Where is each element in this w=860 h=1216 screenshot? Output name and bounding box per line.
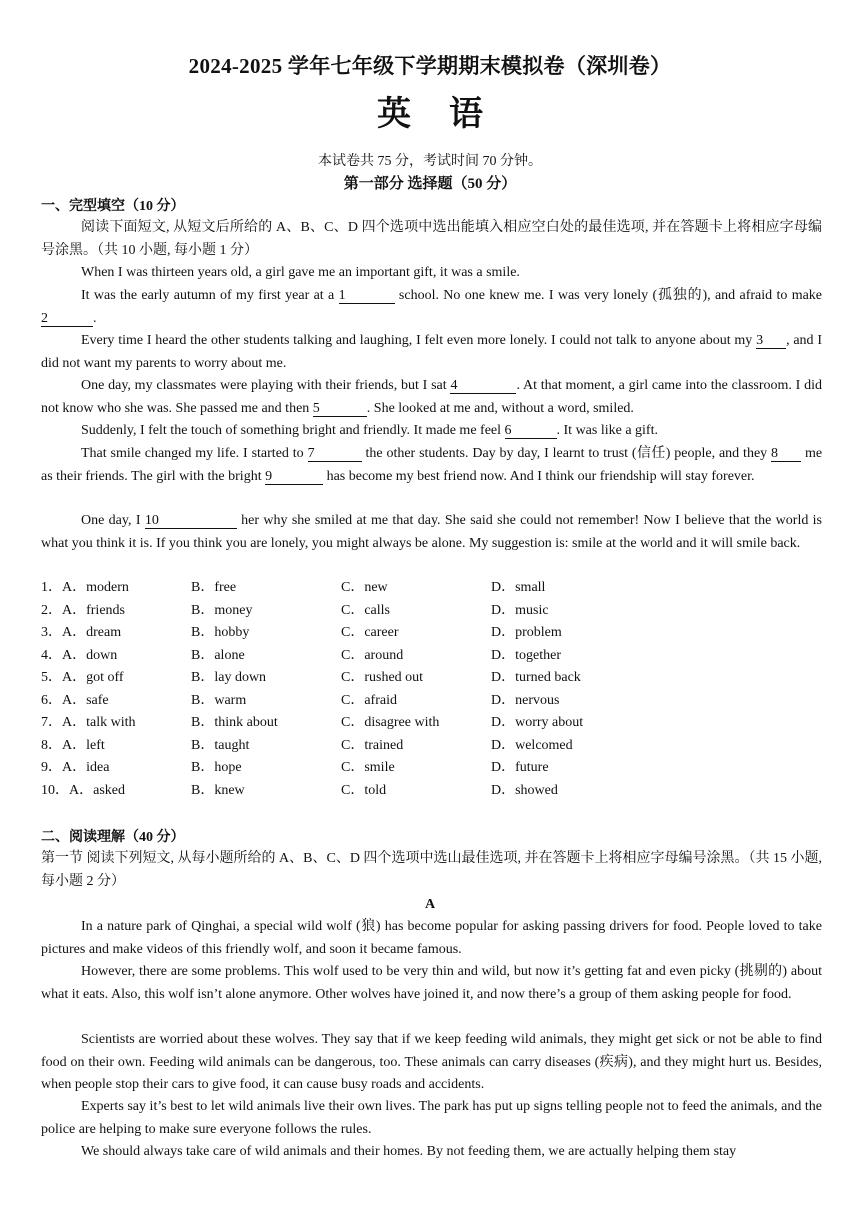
passage-label: A: [424, 897, 436, 912]
blank-10: 10: [145, 513, 237, 529]
part-heading: 第一部分 选择题（50 分）: [343, 176, 517, 192]
option-d: D．future: [491, 760, 549, 775]
reading-paragraph-5: We should always take care of wild animals and their homes. By not feeding them, we are actually helping them stay: [81, 1144, 737, 1159]
blank-9: 9: [265, 469, 323, 485]
option-c: C．told: [341, 783, 387, 798]
option-c: C．trained: [341, 738, 404, 753]
option-c: C．new: [341, 580, 388, 595]
blank-4: 4: [450, 378, 516, 394]
reading-paragraph-1: In a nature park of Qinghai, a special wild wolf (狼) has become popular for asking passing drivers for food. People loved to take pictures and make videos of this friendly wolf, and soon it became famous.: [41, 919, 822, 957]
option-c: C．smile: [341, 760, 395, 775]
option-b: B．money: [191, 603, 253, 618]
option-c: C．rushed out: [341, 670, 424, 685]
question-6-options: [41, 690, 822, 712]
cloze-paragraph-6: That smile changed my life. I started to 7 the other students. Day by day, I learnt to trust (信任) people, and they 8 me as their friends. The girl with the bright 9 has become my best friend now. And I think our friendship will stay forever.: [41, 446, 823, 484]
option-d: D．nervous: [491, 693, 560, 708]
option-c: C．calls: [341, 603, 390, 618]
option-b: B．free: [191, 580, 237, 595]
blank-2: 2: [41, 311, 93, 327]
blank-7: 7: [308, 446, 362, 462]
option-c: C．afraid: [341, 693, 397, 708]
option-b: B．warm: [191, 693, 247, 708]
option-c: C．disagree with: [341, 715, 440, 730]
option-b: B．hope: [191, 760, 242, 775]
option-c: C．career: [341, 625, 399, 640]
option-d: D．turned back: [491, 670, 581, 685]
reading-paragraph-3: Scientists are worried about these wolves. They say that if we keep feeding wild animals, they might get sick or not be able to find food on their own. Feeding wild animals can be dangerous, too. These animals can carry diseases (疾病), and they might hurt us. Besides, when people stop their cars to give food, it can cause busy roads and accidents.: [41, 1032, 822, 1092]
cloze-paragraph-1: When I was thirteen years old, a girl gave me an important gift, it was a smile.: [81, 265, 520, 280]
section1-instruction: 阅读下面短文, 从短文后所给的 A、B、C、D 四个选项中选出能填入相应空白处的最佳选项, 并在答题卡上将相应字母编号涂黑。（共 10 小题, 每小题 1 分）: [41, 220, 822, 258]
question-3-options: [41, 622, 822, 644]
reading-paragraph-4: Experts say it’s best to let wild animals live their own lives. The park has put up signs telling people not to feed the animals, and the police are helping to make sure everyone follows the rules.: [41, 1099, 822, 1137]
question-2-options: [41, 600, 822, 622]
question-10-options: [41, 780, 822, 802]
option-d: D．worry about: [491, 715, 584, 730]
question-4-options: [41, 645, 822, 667]
option-a: 9．A．idea: [41, 760, 110, 775]
option-a: 5．A．got off: [41, 670, 124, 685]
reading-paragraph-2: However, there are some problems. This wolf used to be very thin and wild, but now it’s getting fat and even picky (挑剔的) about what it eats. Also, this wolf isn’t alone anymore. Other wolves have joined it, and now there’s a group of them asking people for food.: [41, 964, 822, 1002]
option-b: B．lay down: [191, 670, 267, 685]
blank-1: 1: [339, 288, 395, 304]
option-d: D．showed: [491, 783, 558, 798]
blank-3: 3: [756, 333, 786, 349]
option-a: 4．A．down: [41, 648, 118, 663]
option-b: B．hobby: [191, 625, 250, 640]
option-b: B．think about: [191, 715, 278, 730]
cloze-paragraph-2: It was the early autumn of my first year at a 1 school. No one knew me. I was very lonely (孤独的), and afraid to make 2 .: [41, 288, 823, 326]
option-b: B．taught: [191, 738, 250, 753]
option-a: 1．A．modern: [41, 580, 129, 595]
exam-title: 2024-2025 学年七年级下学期期末模拟卷（深圳卷）: [188, 54, 672, 78]
subject-title: 英语: [377, 96, 521, 133]
cloze-paragraph-3: Every time I heard the other students talking and laughing, I felt even more lonely. I could not talk to anyone about my 3 , and I did not want my parents to worry about me.: [41, 333, 822, 371]
option-c: C．around: [341, 648, 404, 663]
question-8-options: [41, 735, 822, 757]
option-d: D．problem: [491, 625, 562, 640]
option-d: D．music: [491, 603, 549, 618]
option-a: 8．A．left: [41, 738, 105, 753]
cloze-paragraph-7: One day, I 10 her why she smiled at me that day. She said she could not remember! Now I believe that the world is what you think it is. If you think you are lonely, you might always be alone. My suggestion is: smile at the world and it will smile back.: [41, 513, 823, 551]
cloze-paragraph-4: One day, my classmates were playing with their friends, but I sat 4 . At that moment, a girl came into the classroom. I did not know who she was. She passed me and then 5 . She looked at me and, without a word, smiled.: [41, 378, 822, 416]
section1-heading: 一、完型填空（10 分）: [41, 199, 185, 214]
question-5-options: [41, 667, 822, 689]
option-d: D．together: [491, 648, 561, 663]
option-a: 10．A．asked: [41, 783, 125, 798]
question-1-options: [41, 577, 822, 599]
option-a: 7．A．talk with: [41, 715, 136, 730]
option-b: B．alone: [191, 648, 245, 663]
option-a: 6．A．safe: [41, 693, 109, 708]
section2-heading: 二、阅读理解（40 分）: [41, 830, 185, 845]
option-a: 2．A．friends: [41, 603, 125, 618]
option-a: 3．A．dream: [41, 625, 122, 640]
blank-5: 5: [313, 401, 367, 417]
option-d: D．welcomed: [491, 738, 573, 753]
section2-instruction: 第一节 阅读下列短文, 从每小题所给的 A、B、C、D 四个选项中选山最佳选项, 并在答题卡上将相应字母编号涂黑。（共 15 小题, 每小题 2 分）: [41, 851, 822, 889]
option-d: D．small: [491, 580, 546, 595]
question-9-options: [41, 757, 822, 779]
option-b: B．knew: [191, 783, 245, 798]
blank-6: 6: [505, 423, 557, 439]
exam-note: 本试卷共 75 分，考试时间 70 分钟。: [318, 154, 542, 169]
question-7-options: [41, 712, 822, 734]
blank-8: 8: [771, 446, 801, 462]
cloze-paragraph-5: Suddenly, I felt the touch of something bright and friendly. It made me feel 6 . It was like a gift.: [81, 423, 658, 438]
